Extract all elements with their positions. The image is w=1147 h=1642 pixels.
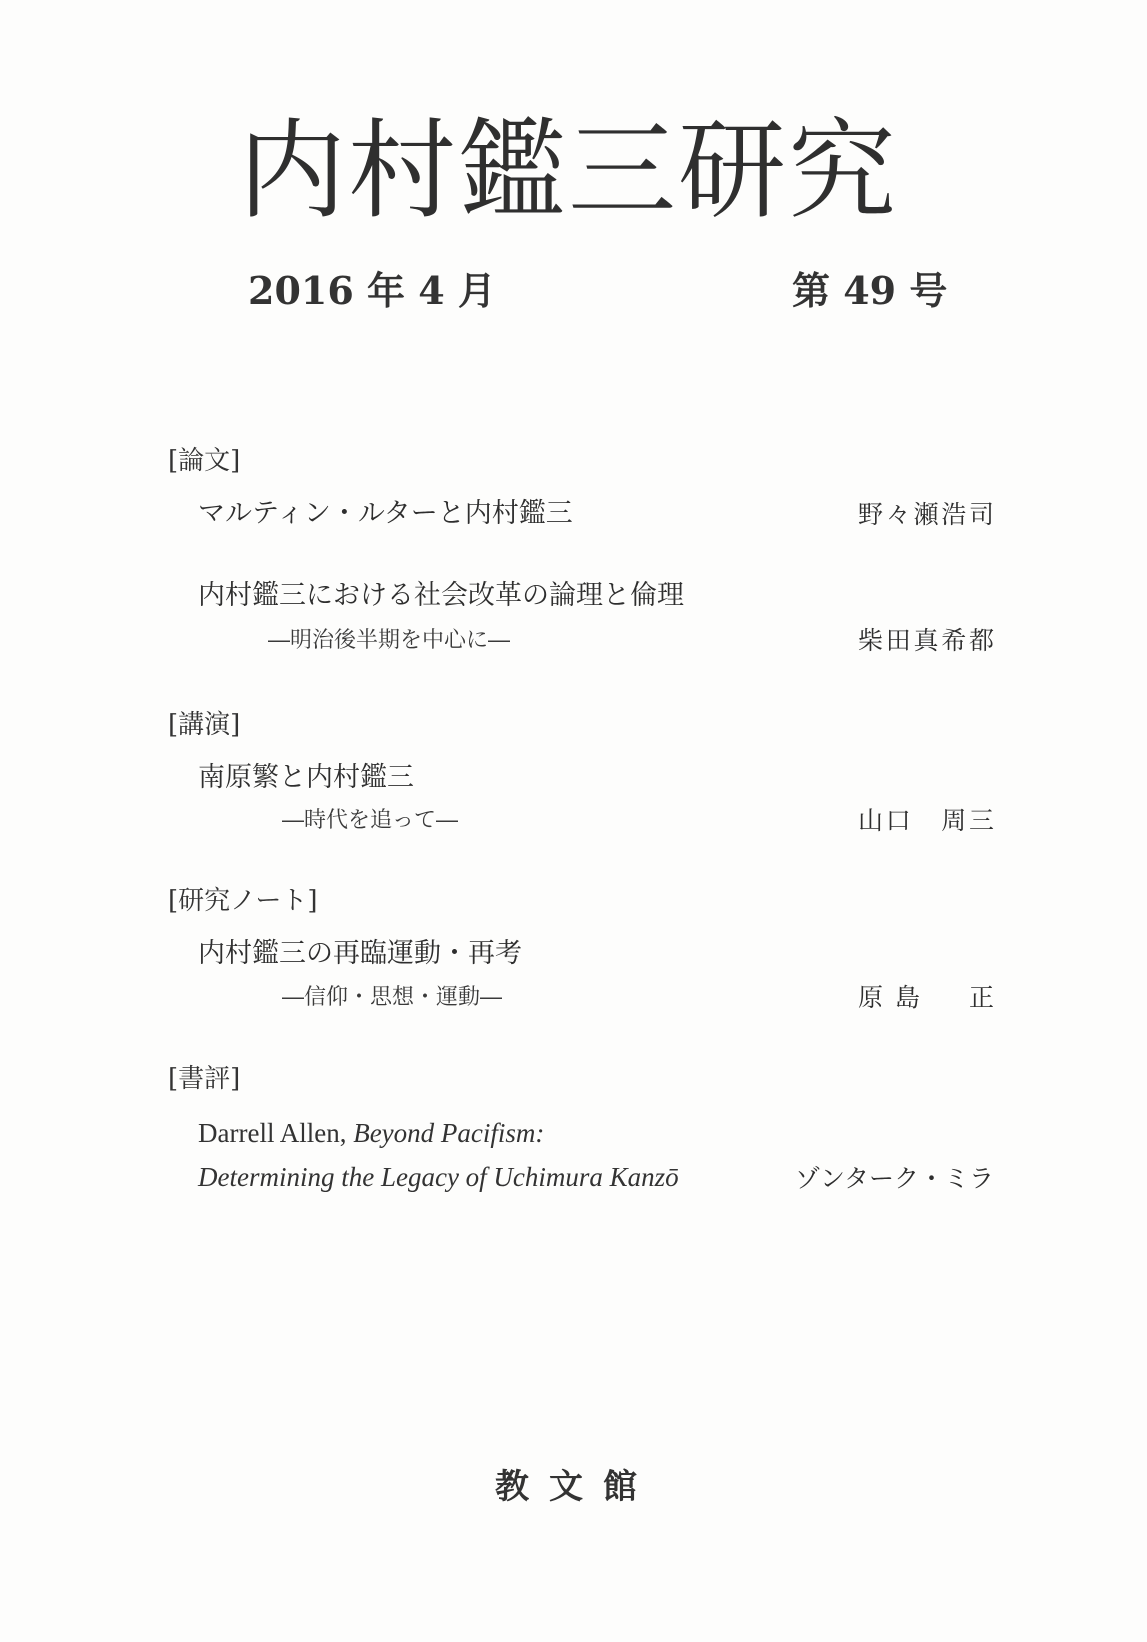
review-book-title-line-2: Determining the Legacy of Uchimura Kanzō <box>198 1162 679 1192</box>
section-label-shohyo: [書評] <box>168 1064 241 1094</box>
article-subtitle: ―信仰・思想・運動― <box>282 985 503 1010</box>
review-book-line-1 <box>198 1120 544 1147</box>
article-author: 原島 正 <box>858 983 994 1012</box>
article-author: 山口 周三 <box>858 806 994 835</box>
article-title: 南原繁と内村鑑三 <box>198 762 414 793</box>
review-reviewer: ゾンターク・ミラ <box>794 1164 994 1193</box>
article-subtitle: ―時代を追って― <box>282 808 459 833</box>
section-label-kouen: [講演] <box>168 710 241 740</box>
section-label-kenkyu-note: [研究ノート] <box>168 886 318 916</box>
section-label-ronbun: [論文] <box>168 446 241 476</box>
article-title: 内村鑑三における社会改革の論理と倫理 <box>198 580 684 611</box>
article-subtitle: ―明治後半期を中心に― <box>268 628 511 653</box>
issue-number: 第 49 号 <box>792 268 948 313</box>
publisher: 教文館 <box>495 1467 657 1507</box>
review-book-author: Darrell Allen, <box>198 1118 347 1148</box>
article-title: マルティン・ルターと内村鑑三 <box>198 498 573 529</box>
review-book-title-line-1: Beyond Pacifism: <box>353 1118 545 1148</box>
article-author: 野々瀬浩司 <box>858 500 994 529</box>
issue-date: 2016 年 4 月 <box>248 268 496 313</box>
article-title: 内村鑑三の再臨運動・再考 <box>198 938 522 969</box>
article-author: 柴田真希都 <box>858 626 994 655</box>
journal-title: 内村鑑三研究 <box>238 109 899 234</box>
